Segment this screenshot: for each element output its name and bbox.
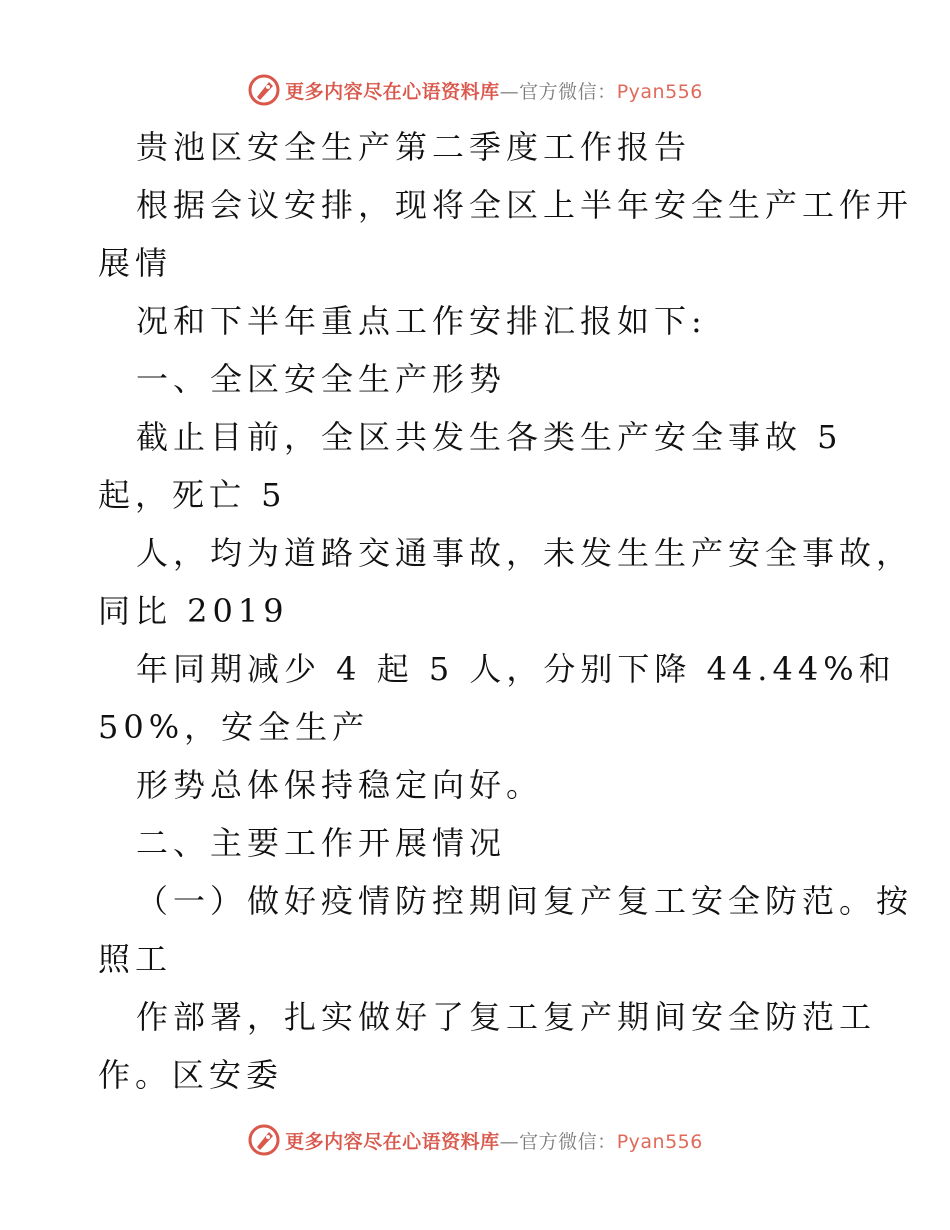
doc-title: 贵池区安全生产第二季度工作报告 (136, 128, 692, 166)
doc-line: 同比 2019 (98, 592, 289, 630)
doc-line: 50%，安全生产 (98, 708, 370, 746)
watermark-main: 更多内容尽在心语资料库 (285, 80, 500, 103)
watermark-text (285, 77, 703, 104)
doc-line: 作部署，扎实做好了复工复产期间安全防范工 (136, 998, 877, 1036)
section-heading: 二、主要工作开展情况 (136, 824, 507, 862)
watermark-wechat-label: 官方微信： (519, 1130, 617, 1153)
watermark-dash: — (499, 1130, 520, 1153)
doc-line: 形势总体保持稳定向好。 (136, 766, 544, 804)
doc-line: 况和下半年重点工作安排汇报如下: (136, 302, 707, 340)
doc-line: 年同期减少 4 起 5 人，分别下降 44.44%和 (136, 650, 896, 688)
doc-line: 作。区安委 (98, 1056, 284, 1094)
watermark-main: 更多内容尽在心语资料库 (285, 1130, 500, 1153)
watermark-text (285, 1127, 703, 1154)
doc-line: 照工 (98, 940, 173, 978)
pen-nib-icon (247, 1123, 281, 1157)
section-heading: 一、全区安全生产形势 (136, 360, 507, 398)
footer-watermark-banner (0, 1120, 950, 1160)
doc-line: 人，均为道路交通事故，未发生生产安全事故， (136, 534, 914, 572)
watermark-dash: — (499, 80, 520, 103)
doc-line: 根据会议安排，现将全区上半年安全生产工作开 (136, 186, 914, 224)
pen-nib-icon (247, 73, 281, 107)
watermark-wechat-id: Pyan556 (616, 80, 703, 103)
watermark-wechat-id: Pyan556 (616, 1130, 703, 1153)
doc-line: 展情 (98, 244, 173, 282)
watermark-wechat-label: 官方微信： (519, 80, 617, 103)
doc-line: 截止目前，全区共发生各类生产安全事故 5 (136, 418, 843, 456)
document-body (98, 118, 914, 1104)
doc-line: （一）做好疫情防控期间复产复工安全防范。按 (136, 882, 914, 920)
header-watermark-banner (0, 70, 950, 110)
doc-line: 起，死亡 5 (98, 476, 287, 514)
